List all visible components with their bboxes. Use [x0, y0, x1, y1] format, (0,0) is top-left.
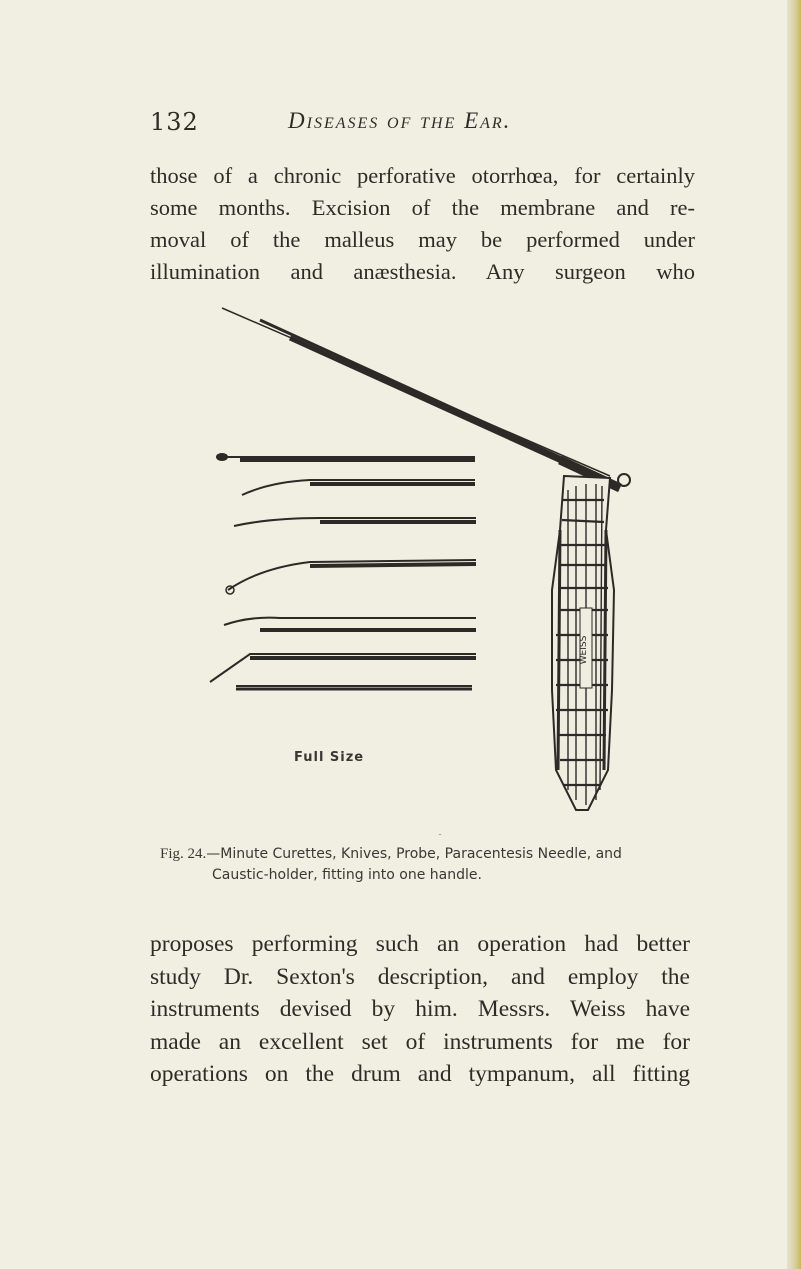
- full-size-label: Full Size: [294, 750, 365, 765]
- paragraph-bottom: [150, 928, 690, 1091]
- text-line: illumination and anæsthesia. Any surgeon who: [150, 259, 695, 284]
- text-line: some months. Excision of the membrane and re-: [150, 195, 695, 220]
- caption-text: —Minute Curettes, Knives, Probe, Paracentesis Needle, and: [206, 846, 622, 862]
- figure-caption: [160, 844, 700, 886]
- curette: [226, 560, 476, 594]
- caustic-holder: [210, 654, 476, 682]
- text-line: instruments devised by him. Messrs. Weiss have: [150, 996, 690, 1022]
- handle-inscription: WEISS: [579, 635, 589, 665]
- page-edge: [787, 0, 801, 1269]
- figure-number: Fig. 24.: [160, 846, 207, 862]
- knife: [234, 518, 476, 526]
- instrument-handle: [552, 476, 614, 810]
- instrument-figure: [200, 290, 640, 835]
- paragraph-top: [150, 160, 695, 288]
- probe: [216, 453, 475, 461]
- text-line: those of a chronic perforative otorrhœa, for certainly: [150, 163, 695, 188]
- knife: [224, 618, 476, 630]
- probe: [236, 686, 472, 689]
- caption-line: [160, 844, 700, 865]
- curette: [242, 480, 475, 495]
- instrument-illustration: [200, 290, 640, 835]
- running-header: [150, 108, 710, 148]
- text-line: proposes performing such an operation had better: [150, 931, 690, 957]
- text-line: made an excellent set of instruments for me for: [150, 1028, 690, 1055]
- page-number: 132: [150, 108, 199, 136]
- text-line: study Dr. Sexton's description, and employ the: [150, 963, 690, 990]
- text-line: moval of the malleus may be performed under: [150, 227, 695, 252]
- caption-line: Caustic-holder, fitting into one handle.: [212, 867, 482, 883]
- running-title: Diseases of the Ear.: [288, 108, 512, 133]
- text-line: operations on the drum and tympanum, all fitting: [150, 1061, 690, 1087]
